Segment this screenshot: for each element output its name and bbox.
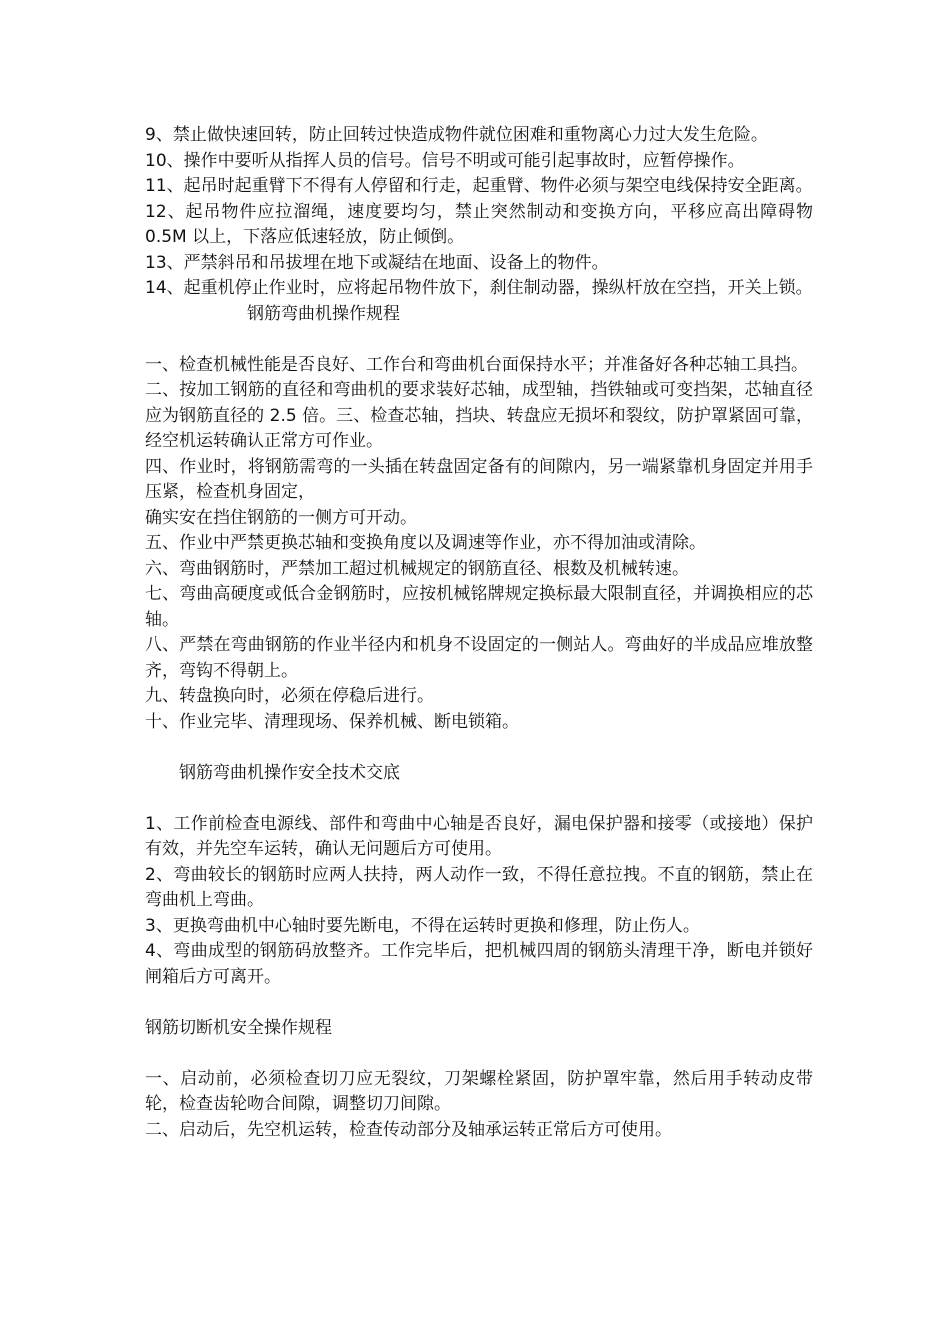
rule-item-11: 11、起吊时起重臂下不得有人停留和行走，起重臂、物件必须与架空电线保持安全距离。: [145, 176, 813, 196]
rule-item-13: 13、严禁斜吊和吊拔埋在地下或凝结在地面、设备上的物件。: [145, 252, 609, 273]
bending-rule-7: 七、弯曲高硬度或低合金钢筋时，应按机械铭牌规定换标最大限制直径，并调换相应的芯轴。: [145, 584, 813, 630]
rule-item-14: 14、起重机停止作业时，应将起吊物件放下，刹住制动器，操纵杆放在空挡，开关上锁。: [145, 278, 813, 298]
bending-rule-8: 八、严禁在弯曲钢筋的作业半径内和机身不设固定的一侧站人。弯曲好的半成品应堆放整齐，弯钩不得朝上。: [145, 635, 813, 681]
cutting-rule-2: 二、启动后，先空机运转，检查传动部分及轴承运转正常后方可使用。: [145, 1119, 672, 1140]
bending-rule-4: 四、作业时，将钢筋需弯的一头插在转盘固定备有的间隙内，另一端紧靠机身固定并用手压紧，检查机身固定，: [145, 456, 813, 502]
safety-item-4: 4、弯曲成型的钢筋码放整齐。工作完毕后，把机械四周的钢筋头清理干净，断电并锁好闸箱后方可离开。: [145, 941, 813, 987]
bending-rule-4-cont: 确实安在挡住钢筋的一侧方可开动。: [145, 507, 417, 528]
spacer: [145, 735, 813, 761]
bending-rule-10: 十、作业完毕、清理现场、保养机械、断电锁箱。: [145, 711, 519, 732]
bending-rule-1: 一、检查机械性能是否良好、工作台和弯曲机台面保持水平；并准备好各种芯轴工具挡。: [145, 354, 808, 375]
safety-item-1: 1、工作前检查电源线、部件和弯曲中心轴是否良好，漏电保护器和接零（或接地）保护有效，并先空车运转，确认无问题后方可使用。: [145, 813, 813, 859]
bending-rule-5: 五、作业中严禁更换芯轴和变换角度以及调速等作业，亦不得加油或清除。: [145, 533, 706, 553]
section-title-bending-machine-rules: 钢筋弯曲机操作规程: [247, 303, 400, 324]
spacer: [145, 327, 813, 353]
safety-item-3: 3、更换弯曲机中心轴时要先断电，不得在运转时更换和修理，防止伤人。: [145, 915, 700, 936]
cutting-rule-1: 一、启动前，必须检查切刀应无裂纹，刀架螺栓紧固，防护罩牢靠，然后用手转动皮带轮，检查齿轮吻合间隙，调整切刀间隙。: [145, 1068, 813, 1114]
spacer: [145, 1041, 813, 1067]
rule-item-9: 9、禁止做快速回转，防止回转过快造成物件就位困难和重物离心力过大发生危险。: [145, 125, 768, 145]
spacer: [145, 786, 813, 812]
rule-item-12: 12、起吊物件应拉溜绳，速度要均匀，禁止突然制动和变换方向，平移应高出障碍物 0.5M 以上，下落应低速轻放，防止倾倒。: [145, 201, 813, 247]
section-title-bending-safety-briefing: 钢筋弯曲机操作安全技术交底: [179, 762, 400, 783]
section-title-cutting-machine-rules: 钢筋切断机安全操作规程: [145, 1017, 332, 1038]
rule-item-10: 10、操作中要听从指挥人员的信号。信号不明或可能引起事故时，应暂停操作。: [145, 150, 745, 171]
safety-item-2: 2、弯曲较长的钢筋时应两人扶持，两人动作一致，不得任意拉拽。不直的钢筋，禁止在弯曲机上弯曲。: [145, 864, 813, 910]
bending-rule-2-3: 二、按加工钢筋的直径和弯曲机的要求装好芯轴，成型轴，挡铁轴或可变挡架，芯轴直径应为钢筋直径的 2.5 倍。三、检查芯轴，挡块、转盘应无损坏和裂纹，防护罩紧固可靠，经空机运转确认正常方可作业。: [145, 380, 813, 451]
bending-rule-6: 六、弯曲钢筋时，严禁加工超过机械规定的钢筋直径、根数及机械转速。: [145, 558, 689, 579]
document-body: [145, 123, 813, 1143]
spacer: [145, 990, 813, 1016]
bending-rule-9: 九、转盘换向时，必须在停稳后进行。: [145, 686, 434, 706]
